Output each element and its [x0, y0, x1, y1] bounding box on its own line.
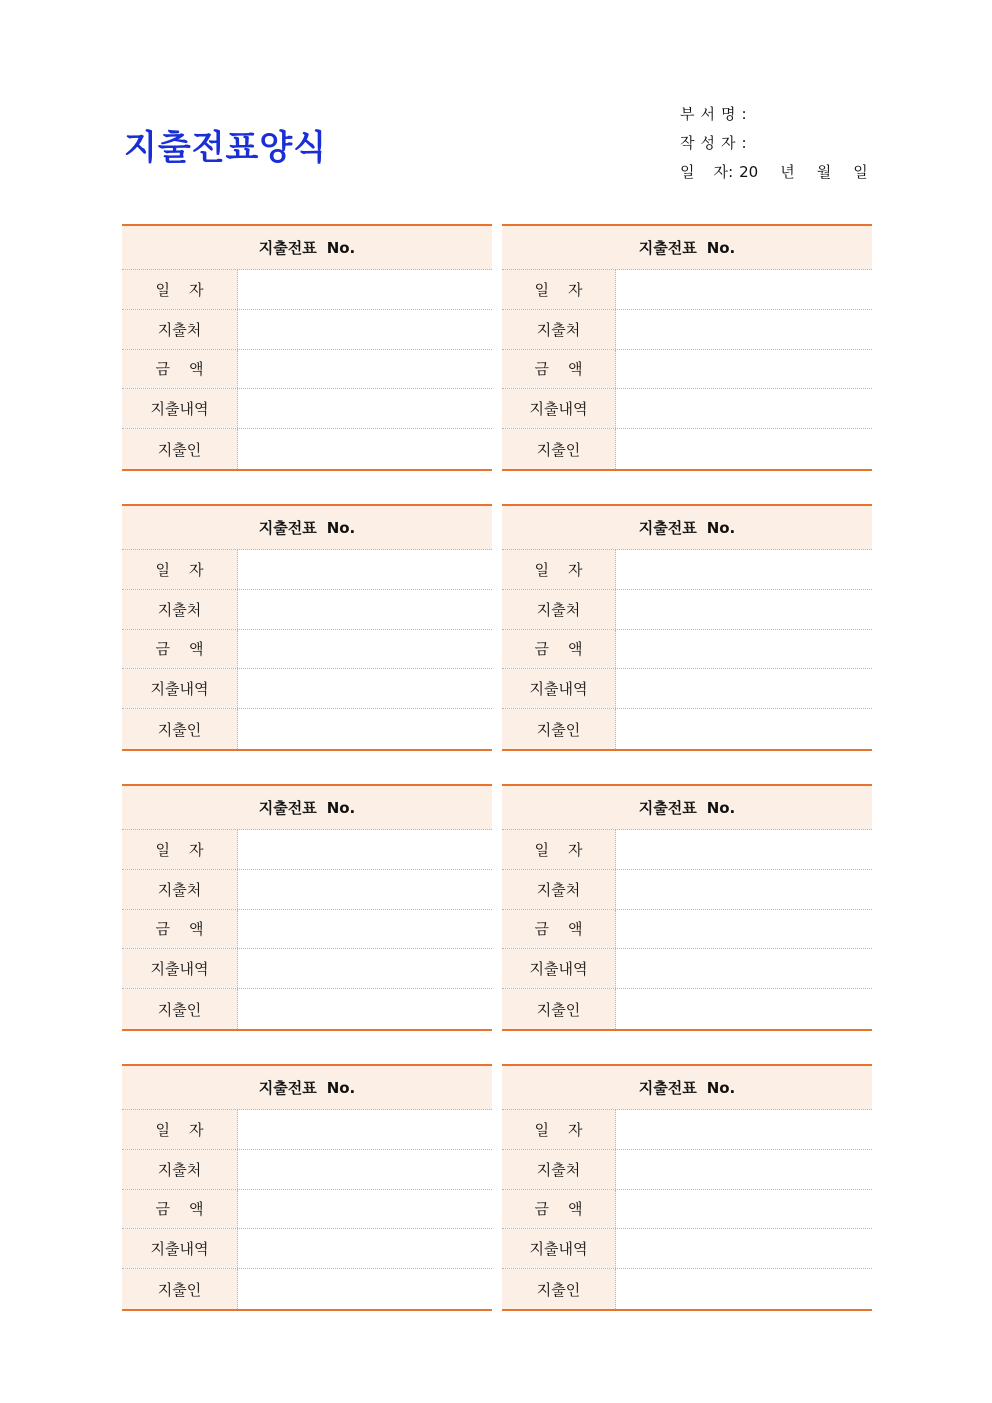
- voucher-row: [502, 1190, 872, 1230]
- page-title: 지출전표양식: [124, 128, 328, 168]
- voucher-row: [122, 429, 492, 469]
- voucher-number-label: No.: [326, 518, 356, 537]
- voucher-field-label: 지출인: [122, 989, 238, 1029]
- department-field[interactable]: [757, 103, 857, 119]
- voucher-title: 지출전표: [258, 239, 317, 257]
- voucher-row: [122, 830, 492, 870]
- voucher-field-label: 지출내역: [122, 949, 238, 988]
- voucher-field-input[interactable]: [238, 1110, 492, 1149]
- voucher-number-label: No.: [706, 798, 736, 817]
- voucher-field-input[interactable]: [238, 389, 492, 428]
- voucher-row: [502, 1269, 872, 1309]
- voucher-field-input[interactable]: [616, 1190, 872, 1229]
- voucher-header: [122, 506, 492, 550]
- voucher-row: [122, 1269, 492, 1309]
- voucher-row: [502, 910, 872, 950]
- voucher-field-label: 지출인: [502, 429, 616, 469]
- voucher-row: [502, 830, 872, 870]
- voucher-field-label: 금 액: [502, 910, 616, 949]
- voucher-title: 지출전표: [258, 1079, 317, 1097]
- voucher-header: [122, 226, 492, 270]
- voucher-header: [502, 506, 872, 550]
- voucher-field-input[interactable]: [238, 1150, 492, 1189]
- voucher-field-input[interactable]: [238, 989, 492, 1029]
- voucher-row: [122, 630, 492, 670]
- voucher-field-input[interactable]: [616, 389, 872, 428]
- voucher-field-label: 지출처: [502, 1150, 616, 1189]
- voucher-row: [122, 1110, 492, 1150]
- voucher-header: [122, 1066, 492, 1110]
- voucher-row: [122, 910, 492, 950]
- author-row: [680, 129, 868, 158]
- voucher-field-label: 일 자: [502, 830, 616, 869]
- voucher-field-label: 지출인: [122, 1269, 238, 1309]
- voucher-field-input[interactable]: [238, 910, 492, 949]
- voucher-field-input[interactable]: [616, 429, 872, 469]
- voucher-field-input[interactable]: [616, 350, 872, 389]
- voucher-header: [502, 786, 872, 830]
- voucher-row: [122, 669, 492, 709]
- voucher-row: [122, 590, 492, 630]
- voucher-field-label: 지출내역: [502, 669, 616, 708]
- voucher-row: [502, 429, 872, 469]
- voucher-field-label: 지출인: [502, 989, 616, 1029]
- voucher-field-input[interactable]: [616, 910, 872, 949]
- voucher-row: [502, 1229, 872, 1269]
- voucher-row: [502, 310, 872, 350]
- voucher-field-input[interactable]: [616, 870, 872, 909]
- expense-voucher: [502, 1064, 872, 1311]
- voucher-row: [502, 1110, 872, 1150]
- voucher-field-input[interactable]: [238, 669, 492, 708]
- voucher-field-input[interactable]: [238, 1269, 492, 1309]
- voucher-field-input[interactable]: [238, 870, 492, 909]
- voucher-field-label: 지출내역: [122, 669, 238, 708]
- voucher-field-label: 지출내역: [122, 389, 238, 428]
- expense-voucher: [122, 224, 492, 471]
- voucher-field-input[interactable]: [616, 669, 872, 708]
- voucher-field-label: 지출처: [122, 310, 238, 349]
- voucher-field-input[interactable]: [238, 1229, 492, 1268]
- voucher-row: [122, 350, 492, 390]
- voucher-row: [122, 1190, 492, 1230]
- voucher-row: [122, 870, 492, 910]
- voucher-field-label: 지출처: [122, 870, 238, 909]
- voucher-field-input[interactable]: [616, 310, 872, 349]
- voucher-field-input[interactable]: [616, 830, 872, 869]
- voucher-field-label: 일 자: [122, 270, 238, 309]
- author-label: 작성자: [680, 134, 742, 152]
- author-field[interactable]: [757, 132, 857, 148]
- voucher-field-label: 금 액: [502, 630, 616, 669]
- voucher-row: [502, 270, 872, 310]
- voucher-row: [122, 949, 492, 989]
- voucher-field-label: 지출인: [502, 709, 616, 749]
- voucher-field-input[interactable]: [238, 1190, 492, 1229]
- voucher-field-input[interactable]: [238, 550, 492, 589]
- voucher-field-label: 일 자: [122, 830, 238, 869]
- date-separator: :: [728, 163, 734, 181]
- voucher-row: [122, 550, 492, 590]
- voucher-field-input[interactable]: [616, 630, 872, 669]
- voucher-field-input[interactable]: [238, 350, 492, 389]
- expense-voucher: [122, 504, 492, 751]
- voucher-field-label: 일 자: [502, 1110, 616, 1149]
- date-month-unit: 월: [816, 163, 832, 181]
- voucher-field-label: 금 액: [122, 910, 238, 949]
- voucher-field-input[interactable]: [238, 429, 492, 469]
- voucher-field-input[interactable]: [616, 550, 872, 589]
- voucher-field-label: 지출내역: [502, 949, 616, 988]
- voucher-row: [122, 1229, 492, 1269]
- voucher-row: [122, 389, 492, 429]
- voucher-field-label: 지출인: [122, 429, 238, 469]
- voucher-field-label: 지출내역: [122, 1229, 238, 1268]
- voucher-field-label: 일 자: [502, 270, 616, 309]
- voucher-field-label: 지출내역: [502, 1229, 616, 1268]
- voucher-number-label: No.: [706, 518, 736, 537]
- voucher-row: [502, 350, 872, 390]
- date-day-unit: 일: [853, 163, 868, 181]
- voucher-row: [502, 989, 872, 1029]
- voucher-header: [502, 226, 872, 270]
- expense-voucher: [502, 504, 872, 751]
- date-year-unit: 년: [780, 163, 795, 181]
- voucher-title: 지출전표: [638, 799, 697, 817]
- voucher-row: [122, 989, 492, 1029]
- department-label: 부서명: [680, 105, 742, 123]
- voucher-number-label: No.: [706, 238, 736, 257]
- voucher-field-label: 지출처: [122, 1150, 238, 1189]
- date-label: 일 자: [680, 163, 729, 181]
- date-row: [680, 158, 868, 187]
- voucher-number-label: No.: [326, 1078, 356, 1097]
- voucher-row: [502, 630, 872, 670]
- voucher-row: [502, 389, 872, 429]
- voucher-field-label: 지출처: [122, 590, 238, 629]
- voucher-field-label: 지출인: [122, 709, 238, 749]
- voucher-field-label: 지출처: [502, 870, 616, 909]
- voucher-field-label: 지출내역: [502, 389, 616, 428]
- document-meta: [680, 100, 868, 187]
- voucher-field-label: 금 액: [122, 1190, 238, 1229]
- voucher-field-input[interactable]: [616, 709, 872, 749]
- voucher-field-input[interactable]: [238, 270, 492, 309]
- voucher-field-label: 금 액: [502, 350, 616, 389]
- voucher-title: 지출전표: [638, 519, 697, 537]
- voucher-row: [502, 550, 872, 590]
- expense-voucher: [122, 1064, 492, 1311]
- voucher-field-input[interactable]: [616, 1110, 872, 1149]
- voucher-field-input[interactable]: [616, 949, 872, 988]
- voucher-field-label: 일 자: [122, 1110, 238, 1149]
- voucher-field-input[interactable]: [616, 989, 872, 1029]
- voucher-field-input[interactable]: [238, 949, 492, 988]
- author-separator: :: [741, 134, 747, 152]
- date-year-prefix: 20: [739, 163, 759, 181]
- voucher-row: [502, 669, 872, 709]
- voucher-field-label: 지출인: [502, 1269, 616, 1309]
- voucher-row: [122, 310, 492, 350]
- voucher-field-input[interactable]: [616, 590, 872, 629]
- voucher-field-input[interactable]: [238, 590, 492, 629]
- voucher-number-label: No.: [326, 238, 356, 257]
- expense-voucher: [502, 224, 872, 471]
- voucher-field-input[interactable]: [238, 709, 492, 749]
- voucher-header: [122, 786, 492, 830]
- voucher-field-label: 일 자: [122, 550, 238, 589]
- voucher-field-label: 금 액: [122, 630, 238, 669]
- voucher-field-input[interactable]: [238, 830, 492, 869]
- voucher-title: 지출전표: [638, 239, 697, 257]
- voucher-field-input[interactable]: [616, 1229, 872, 1268]
- voucher-number-label: No.: [706, 1078, 736, 1097]
- voucher-field-label: 금 액: [502, 1190, 616, 1229]
- voucher-field-input[interactable]: [616, 270, 872, 309]
- voucher-field-label: 지출처: [502, 590, 616, 629]
- voucher-title: 지출전표: [638, 1079, 697, 1097]
- voucher-field-input[interactable]: [616, 1150, 872, 1189]
- voucher-row: [502, 1150, 872, 1190]
- voucher-header: [502, 1066, 872, 1110]
- voucher-field-input[interactable]: [238, 630, 492, 669]
- voucher-field-input[interactable]: [238, 310, 492, 349]
- voucher-row: [502, 870, 872, 910]
- voucher-title: 지출전표: [258, 799, 317, 817]
- voucher-row: [122, 1150, 492, 1190]
- expense-voucher: [502, 784, 872, 1031]
- department-row: [680, 100, 868, 129]
- voucher-field-label: 금 액: [122, 350, 238, 389]
- voucher-row: [122, 270, 492, 310]
- voucher-row: [502, 590, 872, 630]
- expense-voucher: [122, 784, 492, 1031]
- department-separator: :: [741, 105, 747, 123]
- voucher-field-label: 일 자: [502, 550, 616, 589]
- voucher-field-label: 지출처: [502, 310, 616, 349]
- voucher-row: [502, 949, 872, 989]
- voucher-row: [502, 709, 872, 749]
- voucher-row: [122, 709, 492, 749]
- voucher-field-input[interactable]: [616, 1269, 872, 1309]
- voucher-number-label: No.: [326, 798, 356, 817]
- voucher-title: 지출전표: [258, 519, 317, 537]
